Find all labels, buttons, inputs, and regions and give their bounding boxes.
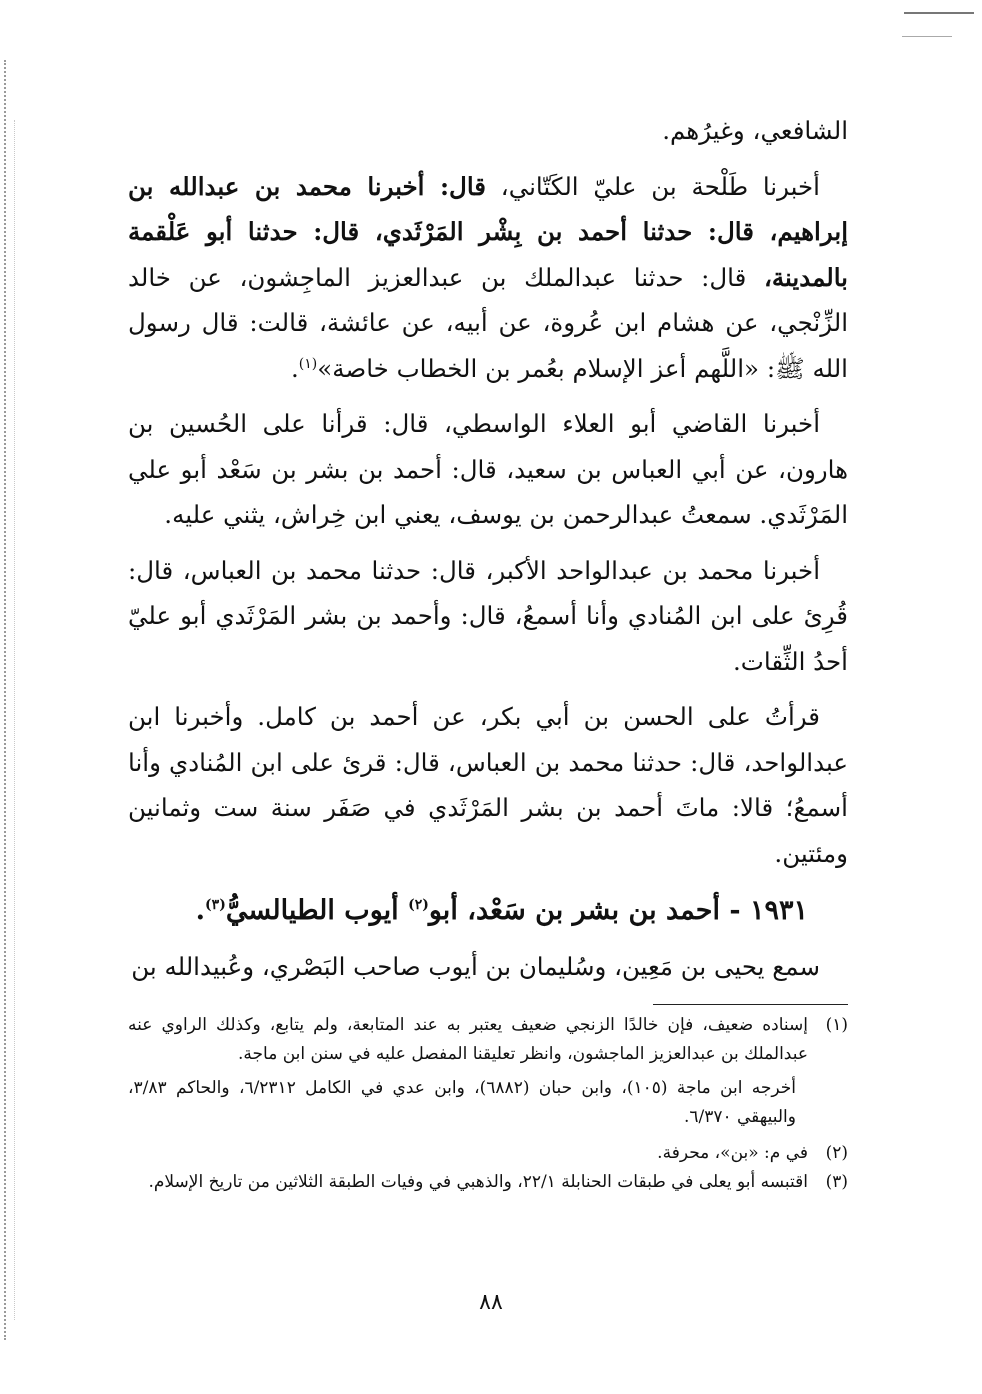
footnote-1-number: (١) [825, 1014, 848, 1035]
entry-heading-text-a: ١٩٣١ - أحمد بن بشر بن سَعْد، أبو [428, 895, 808, 926]
paragraph-1-text-d: قال: حدثنا عبدالملك بن عبدالعزيز الماجِشون، عن خالد الزِّنْجي، عن هشام ابن عُروة، عن أبيه، عن عائشة، قالت: قال رسول الله ﷺ: «اللَّهم أعز الإسلام بعُمر بن الخطاب خاصة» [128, 262, 848, 383]
paragraph-1-text-a: أخبرنا طَلْحة بن عليّ الكَتّاني، [486, 171, 820, 201]
footnote-3-text: اقتبسه أبو يعلى في طبقات الحنابلة ٢٢/١، والذهبي في وفيات الطبقة الثلاثين من تاريخ الإسلام. [148, 1172, 808, 1192]
paragraph-5: سمع يحيى بن مَعِين، وسُليمان بن أيوب صاحب البَصْري، وعُبيدالله بن [131, 952, 820, 981]
page-body [128, 108, 848, 1198]
entry-heading [128, 888, 848, 934]
footnote-1-text: إسناده ضعيف، فإن خالدًا الزنجي ضعيف يعتبر به عند المتابعة، ولم يتابع، وكذلك الراوي عنه عبدالملك بن عبدالعزيز الماجشون، وانظر تعليقنا المفصل عليه في سنن ابن ماجة. [128, 1014, 808, 1064]
scan-mark-top [904, 12, 974, 14]
paragraph-3: أخبرنا محمد بن عبدالواحد الأكبر، قال: حدثنا محمد بن العباس، قال: قُرِئ على ابن المُنادي وأنا أسمعُ، قال: وأحمد بن بشر المَرْثَدي أبو عليّ أحدُ الثِّقات. [128, 555, 848, 676]
footnote-1 [128, 1011, 848, 1070]
entry-heading-text-b: أيوب الطيالسيُّ [225, 895, 409, 926]
footnote-1-continuation: أخرجه ابن ماجة (١٠٥)، وابن حبان (٦٨٨٢)، وابن عدي في الكامل ٦/٢٣١٢، والحاكم ٣/٨٣، والبيهقي ٦/٣٧٠. [128, 1077, 797, 1127]
entry-heading-end: . [195, 895, 206, 926]
footnote-3-number: (٣) [825, 1172, 848, 1192]
footnote-2-text: في م: «بن»، محرفة. [657, 1142, 808, 1163]
scan-edge-left-faint [14, 120, 15, 1320]
paragraph-4: قرأتُ على الحسن بن أبي بكر، عن أحمد بن كامل. وأخبرنا ابن عبدالواحد، قال: حدثنا محمد بن العباس، قال: قرئ على ابن المُنادي وأنا أسمعُ؛ قالا: ماتَ أحمد بن بشر المَرْثَدي في صَفَر سنة ست وثمانين ومئتين. [128, 702, 848, 868]
paragraph-1-end: . [291, 353, 299, 383]
footnote-2-number: (٢) [825, 1142, 848, 1163]
scan-edge-left [4, 60, 6, 1340]
footnote-separator [653, 1004, 848, 1005]
footnote-ref-2[interactable]: (٢) [408, 897, 429, 913]
paragraph-continuation: الشافعي، وغيرُهم. [662, 116, 848, 145]
page-number: ٨٨ [479, 1290, 503, 1315]
footnote-3 [128, 1168, 848, 1198]
paragraph-1-text-b: قال: أخبرنا محمد بن عبدالله بن إبراهيم، قال: حدثنا أحمد بن بِشْر المَرْثَدي، قال: [128, 171, 849, 246]
paragraph-1-text-c: حدثنا أبو عَلْقمة بالمدينة، [128, 217, 848, 292]
paragraph-1 [128, 164, 848, 392]
scan-mark-top-2 [902, 36, 952, 37]
footnote-2 [128, 1139, 848, 1169]
footnote-ref-1[interactable]: (١) [298, 355, 318, 372]
footnotes [128, 1011, 848, 1198]
footnote-ref-3[interactable]: (٣) [205, 897, 226, 913]
paragraph-2: أخبرنا القاضي أبو العلاء الواسطي، قال: قرأنا على الحُسين بن هارون، عن أبي العباس بن سعيد، قال: أحمد بن بشر بن سَعْد أبو علي المَرْثَدي. سمعتُ عبدالرحمن بن يوسف، يعني ابن خِراش، يثني عليه. [128, 409, 848, 529]
